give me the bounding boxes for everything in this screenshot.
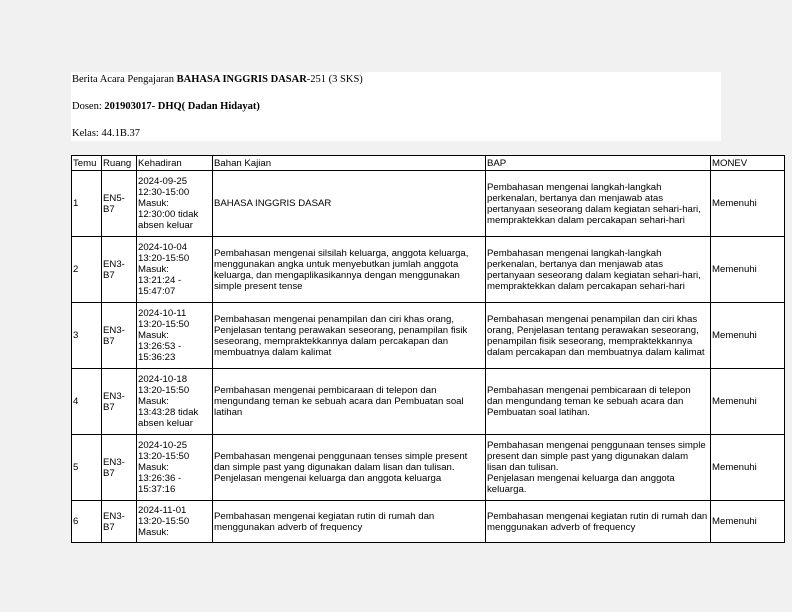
room: EN5- B7 bbox=[102, 171, 137, 237]
lecturer-value: 201903017- DHQ( Dadan Hidayat) bbox=[104, 101, 260, 112]
class-line bbox=[72, 128, 140, 140]
table-row bbox=[72, 171, 785, 237]
column-header: Ruang bbox=[102, 156, 137, 171]
attendance: 2024-11-01 13:20-15:50 Masuk: bbox=[137, 501, 213, 543]
table-row bbox=[72, 237, 785, 303]
study-material: BAHASA INGGRIS DASAR bbox=[213, 171, 486, 237]
table-row bbox=[72, 303, 785, 369]
table-row bbox=[72, 369, 785, 435]
monev-status: Memenuhi bbox=[711, 303, 785, 369]
meeting-number: 3 bbox=[72, 303, 102, 369]
monev-status: Memenuhi bbox=[711, 369, 785, 435]
course-title-prefix: Berita Acara Pengajaran bbox=[72, 74, 177, 85]
attendance: 2024-10-18 13:20-15:50 Masuk: 13:43:28 tidak absen keluar bbox=[137, 369, 213, 435]
course-name: BAHASA INGGRIS DASAR bbox=[176, 74, 307, 85]
column-header: Bahan Kajian bbox=[213, 156, 486, 171]
attendance: 2024-10-04 13:20-15:50 Masuk: 13:21:24 - 15:47:07 bbox=[137, 237, 213, 303]
bap-text: Pembahasan mengenai langkah-langkah perkenalan, bertanya dan menjawab atas pertanyaan seseorang dalam kegiatan sehari-hari, mempraktekkan dalam percakapan sehari-hari bbox=[486, 237, 711, 303]
class-label: Kelas: bbox=[72, 128, 102, 139]
attendance: 2024-10-11 13:20-15:50 Masuk: 13:26:53 - 15:36:23 bbox=[137, 303, 213, 369]
column-header: Kehadiran bbox=[137, 156, 213, 171]
bap-text: Pembahasan mengenai penggunaan tenses simple present dan simple past yang digunakan dalam lisan dan tulisan. Penjelasan mengenai keluarga dan anggota keluarga. bbox=[486, 435, 711, 501]
room: EN3- B7 bbox=[102, 237, 137, 303]
column-header: MONEV bbox=[711, 156, 785, 171]
course-title-line bbox=[72, 74, 363, 86]
monev-status: Memenuhi bbox=[711, 237, 785, 303]
document-header bbox=[71, 72, 721, 141]
table-row bbox=[72, 435, 785, 501]
room: EN3- B7 bbox=[102, 435, 137, 501]
meeting-number: 4 bbox=[72, 369, 102, 435]
room: EN3- B7 bbox=[102, 501, 137, 543]
column-header: BAP bbox=[486, 156, 711, 171]
meeting-number: 5 bbox=[72, 435, 102, 501]
bap-text: Pembahasan mengenai langkah-langkah perkenalan, bertanya dan menjawab atas pertanyaan seseorang dalam kegiatan sehari-hari, mempraktekkan dalam percakapan sehari-hari bbox=[486, 171, 711, 237]
study-material: Pembahasan mengenai penggunaan tenses simple present dan simple past yang digunakan dalam lisan dan tulisan. Penjelasan mengenai keluarga dan anggota keluarga bbox=[213, 435, 486, 501]
attendance: 2024-10-25 13:20-15:50 Masuk: 13:26:36 - 15:37:16 bbox=[137, 435, 213, 501]
bap-text: Pembahasan mengenai kegiatan rutin di rumah dan menggunakan adverb of frequency bbox=[486, 501, 711, 543]
sessions-table bbox=[71, 155, 785, 543]
lecturer-label: Dosen: bbox=[72, 101, 105, 112]
bap-text: Pembahasan mengenai pembicaraan di telepon dan mengundang teman ke sebuah acara dan Pembuatan soal latihan. bbox=[486, 369, 711, 435]
class-value: 44.1B.37 bbox=[101, 128, 140, 139]
meeting-number: 6 bbox=[72, 501, 102, 543]
monev-status: Memenuhi bbox=[711, 501, 785, 543]
study-material: Pembahasan mengenai pembicaraan di telepon dan mengundang teman ke sebuah acara dan Pembuatan soal latihan bbox=[213, 369, 486, 435]
room: EN3- B7 bbox=[102, 303, 137, 369]
room: EN3- B7 bbox=[102, 369, 137, 435]
meeting-number: 1 bbox=[72, 171, 102, 237]
meeting-number: 2 bbox=[72, 237, 102, 303]
bap-text: Pembahasan mengenai penampilan dan ciri khas orang, Penjelasan tentang perawakan seseorang, penampilan fisik seseorang, mempraktekkannya dalam percakapan dan membuatnya dalam kalimat bbox=[486, 303, 711, 369]
study-material: Pembahasan mengenai kegiatan rutin di rumah dan menggunakan adverb of frequency bbox=[213, 501, 486, 543]
monev-status: Memenuhi bbox=[711, 435, 785, 501]
attendance: 2024-09-25 12:30-15:00 Masuk: 12:30:00 tidak absen keluar bbox=[137, 171, 213, 237]
table-header-row bbox=[72, 156, 785, 171]
lecturer-line bbox=[72, 101, 260, 113]
monev-status: Memenuhi bbox=[711, 171, 785, 237]
table-row bbox=[72, 501, 785, 543]
study-material: Pembahasan mengenai penampilan dan ciri khas orang, Penjelasan tentang perawakan seseorang, penampilan fisik seseorang, mempraktekkannya dalam percakapan dan membuatnya dalam kalimat bbox=[213, 303, 486, 369]
study-material: Pembahasan mengenai silsilah keluarga, anggota keluarga, menggunakan angka untuk menyebutkan jumlah anggota keluarga, dan mengaplikasikannya dengan menggunakan simple present tense bbox=[213, 237, 486, 303]
column-header: Temu bbox=[72, 156, 102, 171]
course-code: -251 (3 SKS) bbox=[306, 74, 363, 85]
